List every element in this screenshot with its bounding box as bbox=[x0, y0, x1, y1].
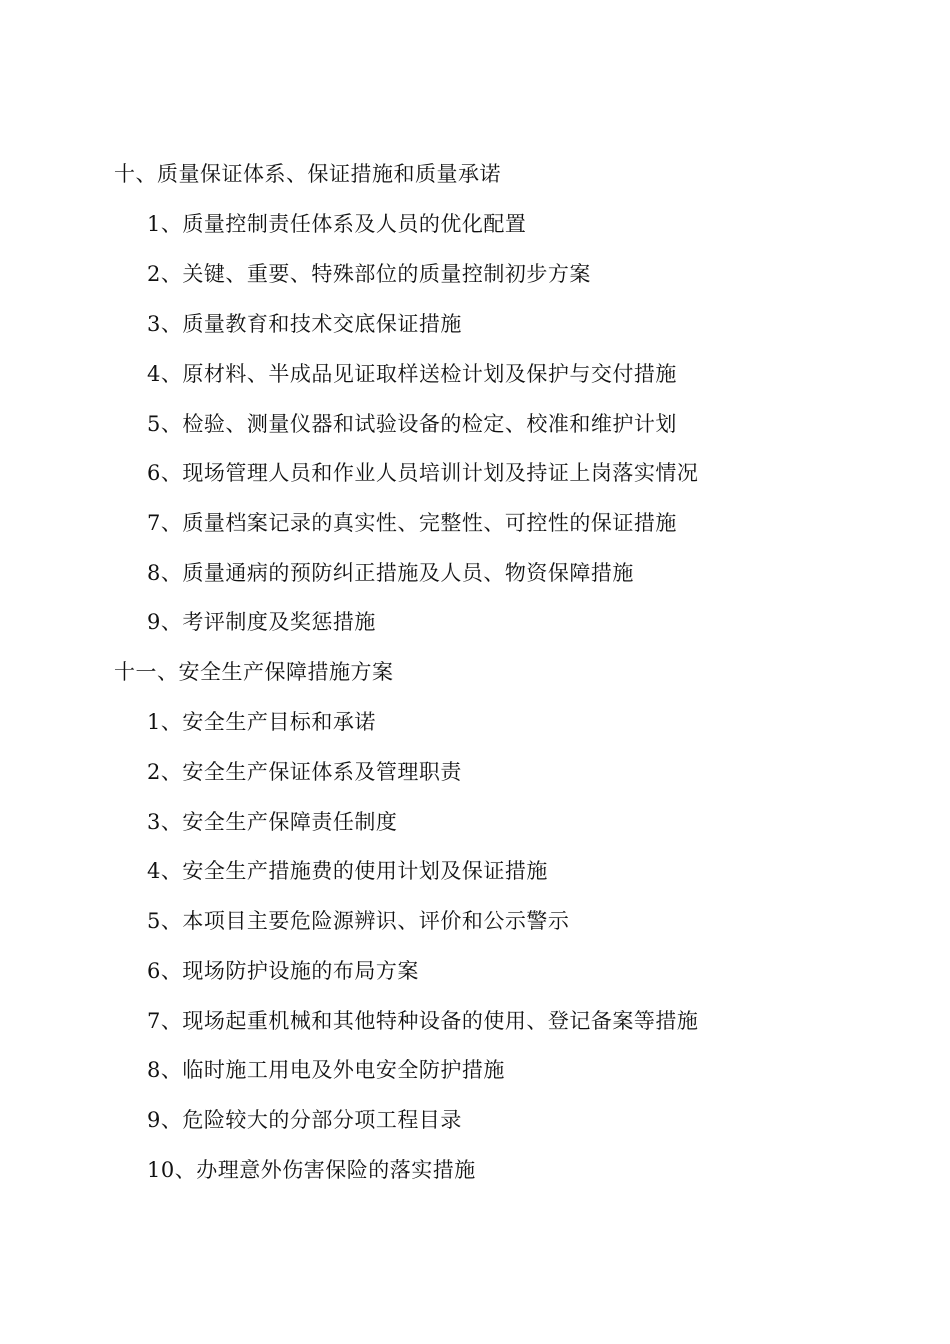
list-item: 7、现场起重机械和其他特种设备的使用、登记备案等措施 bbox=[147, 1009, 699, 1033]
list-item: 9、考评制度及奖惩措施 bbox=[147, 610, 376, 634]
list-item: 4、安全生产措施费的使用计划及保证措施 bbox=[147, 859, 548, 883]
list-item: 4、原材料、半成品见证取样送检计划及保护与交付措施 bbox=[147, 362, 677, 386]
list-item: 5、检验、测量仪器和试验设备的检定、校准和维护计划 bbox=[147, 412, 677, 436]
list-item: 3、安全生产保障责任制度 bbox=[147, 810, 398, 834]
list-item: 3、质量教育和技术交底保证措施 bbox=[147, 312, 462, 336]
list-item: 5、本项目主要危险源辨识、评价和公示警示 bbox=[147, 909, 570, 933]
list-item: 9、危险较大的分部分项工程目录 bbox=[147, 1108, 462, 1132]
list-item: 1、安全生产目标和承诺 bbox=[147, 710, 376, 734]
section-heading: 十一、安全生产保障措施方案 bbox=[114, 660, 394, 684]
list-item: 8、临时施工用电及外电安全防护措施 bbox=[147, 1058, 505, 1082]
list-item: 8、质量通病的预防纠正措施及人员、物资保障措施 bbox=[147, 561, 634, 585]
list-item: 6、现场管理人员和作业人员培训计划及持证上岗落实情况 bbox=[147, 461, 699, 485]
list-item: 7、质量档案记录的真实性、完整性、可控性的保证措施 bbox=[147, 511, 677, 535]
list-item: 1、质量控制责任体系及人员的优化配置 bbox=[147, 212, 527, 236]
list-item: 2、安全生产保证体系及管理职责 bbox=[147, 760, 462, 784]
list-item: 10、办理意外伤害保险的落实措施 bbox=[147, 1158, 476, 1182]
section-heading: 十、质量保证体系、保证措施和质量承诺 bbox=[114, 162, 501, 186]
list-item: 2、关键、重要、特殊部位的质量控制初步方案 bbox=[147, 262, 591, 286]
list-item: 6、现场防护设施的布局方案 bbox=[147, 959, 419, 983]
